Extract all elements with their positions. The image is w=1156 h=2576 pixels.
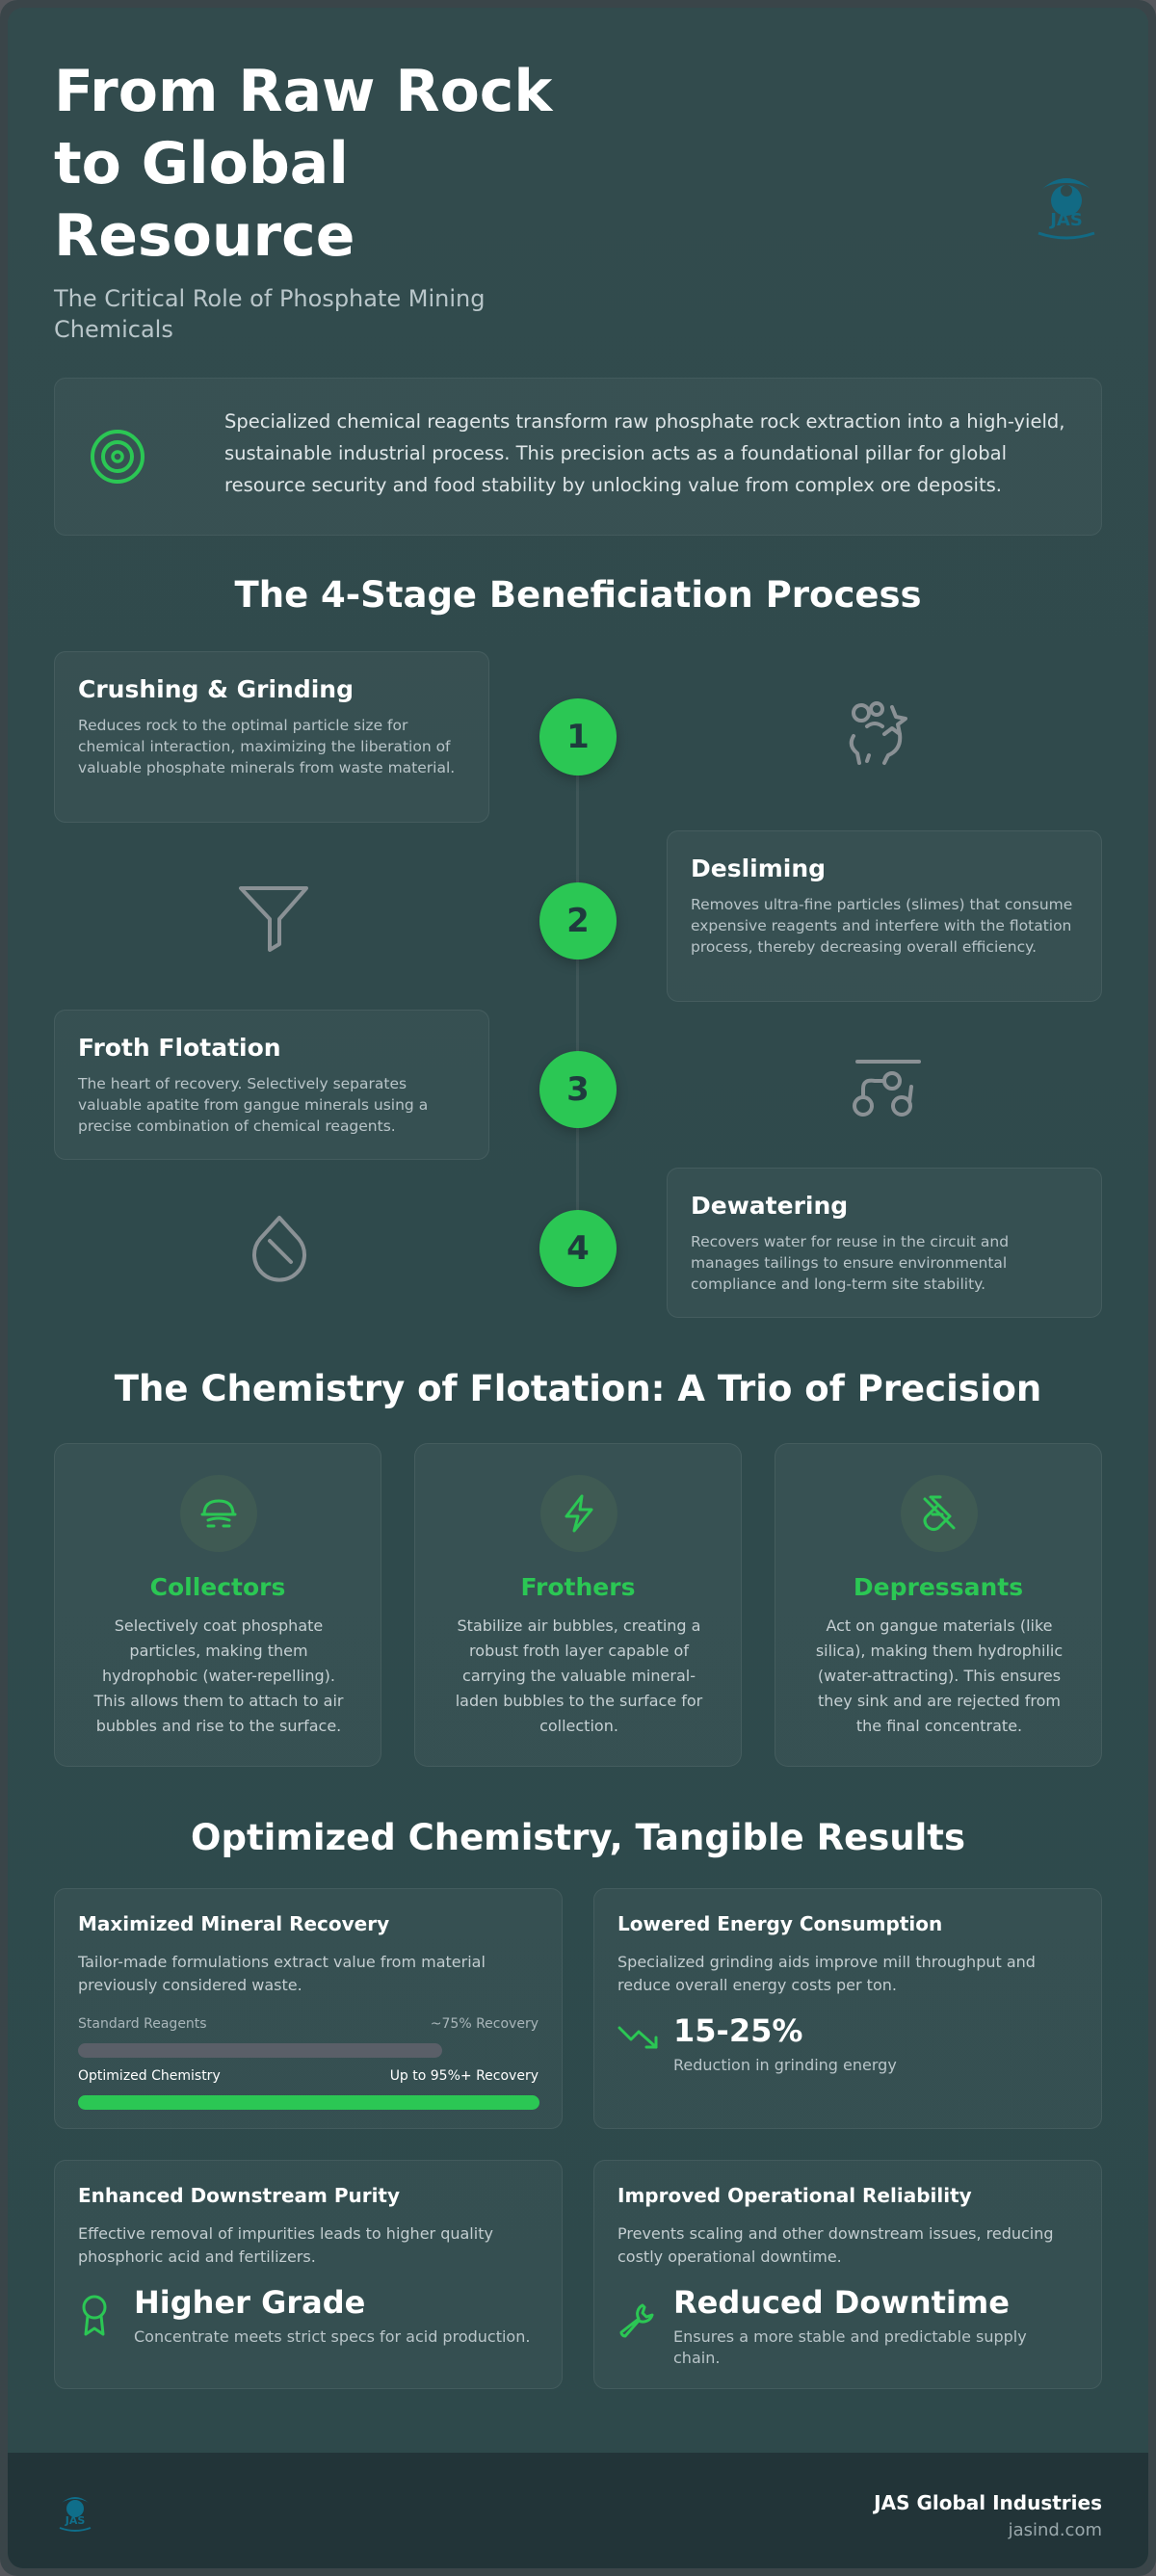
reliability-stat: Reduced Downtime	[673, 2284, 1010, 2321]
reliability-title: Improved Operational Reliability	[617, 2184, 972, 2207]
chem-icon-wrap	[540, 1475, 617, 1552]
target-icon	[90, 429, 145, 485]
footer-company: JAS Global Industries	[874, 2491, 1102, 2514]
rock-crush-icon	[838, 697, 919, 778]
intro-text: Specialized chemical reagents transform raw phosphate rock extraction into a high-yield, sustainable industrial process. This precision acts as a foundational pillar for global resource security and food stability by unlocking value from complex ore deposits.	[224, 410, 1065, 496]
footer-logo-text: JAS	[65, 2514, 86, 2527]
water-drop-icon	[239, 1210, 320, 1291]
intro-panel	[54, 378, 1102, 536]
stage-number-4: 4	[539, 1210, 617, 1287]
logo-text: JAS	[1050, 210, 1083, 230]
energy-title: Lowered Energy Consumption	[617, 1912, 943, 1935]
stage-card-desliming	[667, 830, 1102, 1002]
award-icon	[78, 2294, 111, 2338]
purity-card	[54, 2160, 563, 2389]
bar-optimized	[78, 2095, 539, 2110]
footer	[8, 2453, 1148, 2568]
hard-hat-icon	[198, 1493, 239, 1534]
stage-text: Recovers water for reuse in the circuit and manages tailings to ensure environmental compliance and long-term site stability.	[691, 1233, 1010, 1293]
lightning-icon	[559, 1493, 599, 1534]
stage-title: Crushing & Grinding	[78, 675, 354, 703]
chem-text: Selectively coat phosphate particles, making them hydrophobic (water-repelling). This allows them to attach to air bubbles and rise to the surface.	[93, 1617, 344, 1735]
test-tube-off-icon	[919, 1493, 959, 1534]
energy-card	[593, 1888, 1102, 2129]
chem-title: Collectors	[149, 1573, 286, 1601]
funnel-icon	[233, 877, 314, 958]
bar-value-standard: ~75% Recovery	[430, 2016, 539, 2032]
footer-logo	[52, 2487, 98, 2534]
stage-title: Froth Flotation	[78, 1034, 281, 1062]
timeline-line	[576, 721, 579, 1260]
chem-icon-wrap	[901, 1475, 978, 1552]
bar-standard	[78, 2043, 442, 2058]
chemistry-title: The Chemistry of Flotation: A Trio of Precision	[114, 1368, 1042, 1409]
chem-text: Stabilize air bubbles, creating a robust froth layer capable of carrying the valuable mineral-laden bubbles to the surface for collection.	[455, 1617, 703, 1735]
process-title: The 4-Stage Beneficiation Process	[234, 574, 922, 616]
chem-card-frothers	[414, 1443, 742, 1767]
chem-card-depressants	[775, 1443, 1102, 1767]
trend-down-icon	[617, 2022, 660, 2051]
chem-text: Act on gangue materials (like silica), making them hydrophilic (water-attracting). This ensures they sink and are rejected from the final concentrate.	[815, 1617, 1064, 1735]
results-title: Optimized Chemistry, Tangible Results	[191, 1817, 965, 1858]
purity-stat: Higher Grade	[134, 2284, 366, 2321]
energy-stat: 15-25%	[673, 2012, 803, 2049]
stage-text: Reduces rock to the optimal particle size for chemical interaction, maximizing the liberation of valuable phosphate minerals from waste material.	[78, 717, 456, 776]
reliability-text: Prevents scaling and other downstream issues, reducing costly operational downtime.	[617, 2224, 1054, 2266]
stage-text: Removes ultra-fine particles (slimes) that consume expensive reagents and interfere with the flotation process, thereby decreasing overall efficiency.	[691, 896, 1073, 956]
company-logo	[1025, 162, 1108, 245]
recovery-text: Tailor-made formulations extract value from material previously considered waste.	[78, 1953, 486, 1994]
purity-title: Enhanced Downstream Purity	[78, 2184, 401, 2207]
purity-text: Effective removal of impurities leads to higher quality phosphoric acid and fertilizers.	[78, 2224, 493, 2266]
chem-title: Depressants	[853, 1573, 1024, 1601]
hero-subtitle: The Critical Role of Phosphate Mining Chemicals	[54, 285, 486, 343]
purity-note: Concentrate meets strict specs for acid production.	[134, 2327, 531, 2346]
chem-card-collectors	[54, 1443, 381, 1767]
recovery-card	[54, 1888, 563, 2129]
wrench-icon	[617, 2301, 656, 2340]
bar-label-standard: Standard Reagents	[78, 2016, 207, 2032]
footer-url-link[interactable]: jasind.com	[1008, 2520, 1102, 2540]
stage-text: The heart of recovery. Selectively separates valuable apatite from gangue minerals using a precise combination of chemical reagents.	[78, 1075, 429, 1135]
hero-title: From Raw Rock to Global Resource	[54, 58, 553, 270]
chem-title: Frothers	[520, 1573, 636, 1601]
stage-card-crushing	[54, 651, 489, 823]
infographic-page	[8, 8, 1148, 2568]
chem-icon-wrap	[180, 1475, 257, 1552]
stage-number-2: 2	[539, 882, 617, 959]
stage-title: Desliming	[691, 854, 827, 882]
bar-value-optimized: Up to 95%+ Recovery	[389, 2068, 539, 2084]
stage-number-1: 1	[539, 698, 617, 775]
bubbles-icon	[850, 1052, 931, 1133]
stage-card-dewatering	[667, 1168, 1102, 1318]
bar-label-optimized: Optimized Chemistry	[78, 2068, 221, 2084]
energy-note: Reduction in grinding energy	[673, 2056, 897, 2074]
reliability-note: Ensures a more stable and predictable supply chain.	[673, 2327, 1027, 2367]
stage-number-3: 3	[539, 1051, 617, 1128]
recovery-title: Maximized Mineral Recovery	[78, 1912, 390, 1935]
stage-card-froth-flotation	[54, 1010, 489, 1160]
stage-title: Dewatering	[691, 1192, 849, 1220]
reliability-card	[593, 2160, 1102, 2389]
energy-text: Specialized grinding aids improve mill throughput and reduce overall energy costs per ton.	[617, 1953, 1036, 1994]
